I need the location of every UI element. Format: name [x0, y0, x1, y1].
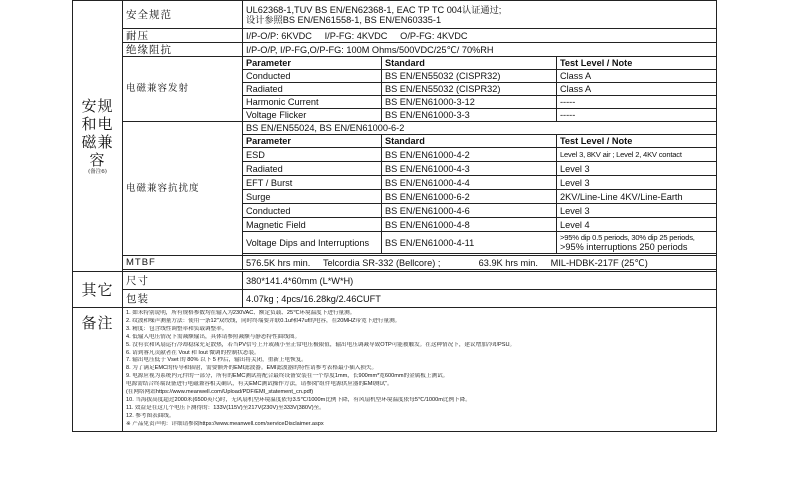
spec-sheet	[72, 0, 716, 490]
table-cell: Radiated	[243, 162, 382, 176]
note-item: 10. 当海拔高度超过2000米(6500英尺)时，无风扇机型环境温度依每3.5℃/1000m比例下降，有风扇机型环境温度依每5℃/1000m比例下降。	[126, 396, 471, 403]
table-cell: Class A	[557, 83, 717, 96]
table-cell: BS EN/EN55032 (CISPR32)	[382, 83, 557, 96]
table-cell: BS EN/EN61000-4-6	[382, 204, 557, 218]
table-cell: BS EN/EN61000-4-3	[382, 162, 557, 176]
table-cell: ESD	[243, 148, 382, 162]
mtbf-label: MTBF	[123, 256, 243, 270]
safety-standards-line2: 设计参照BS EN/EN61558-1, BS EN/EN60335-1	[246, 14, 442, 25]
table-cell: EFT / Burst	[243, 176, 382, 190]
table-cell: Class A	[557, 70, 717, 83]
table-cell: BS EN/EN61000-4-2	[382, 148, 557, 162]
section-safety-emc	[73, 1, 123, 272]
withstand-value: I/P-O/P: 6KVDC I/P-FG: 4KVDC O/P-FG: 4KVDC	[243, 29, 717, 43]
table-cell: BS EN/EN55032 (CISPR32)	[382, 70, 557, 83]
note-item: 9. 电源应视为系统内元件的一部分，所有的EMC测试将配合最终设备安装在一个厚度1mm，长900mm*宽600mm的金属板上测试。	[126, 373, 449, 380]
table-cell: Magnetic Field	[243, 218, 382, 232]
immunity-standards-title: BS EN/EN55024, BS EN/EN61000-6-2	[243, 122, 717, 135]
table-cell: Level 3	[557, 176, 717, 190]
safety-standards-value	[243, 1, 717, 29]
table-cell: Level 4	[557, 218, 717, 232]
immunity-header-note: Test Level / Note	[557, 135, 717, 148]
table-cell: Surge	[243, 190, 382, 204]
note-item: 电源需结合终端设备进行电磁兼容相关确认，有关EMC测试操作方法，请参阅“组件电源供应器的EMI测试”。	[126, 381, 393, 388]
table-cell: BS EN/EN61000-4-8	[382, 218, 557, 232]
note-item: 3. 精度：包含线性调整率和负载调整率。	[126, 325, 228, 332]
emc-emission-label: 电磁兼容发射	[123, 57, 243, 122]
dimension-value: 380*141.4*60mm (L*W*H)	[243, 272, 717, 290]
note-item: 12. 参考图表曲线。	[126, 412, 175, 419]
note-item: 1. 如未特别说明，所有规格参数均在输入为230VAC、额定负载、25℃环境温度下进行量测。	[126, 310, 356, 316]
table-cell: BS EN/EN61000-3-3	[382, 109, 557, 122]
table-cell: Voltage Flicker	[243, 109, 382, 122]
dips-note-line2: >95% interruptions 250 periods	[560, 242, 688, 252]
note-item: 2. 纹波和噪声测量方法：使用一条12"双绞线，同时终端要并联0.1uf和47uf的电容，在20MHZ带宽下进行量测。	[126, 317, 401, 324]
packing-value: 4.07kg ; 4pcs/16.28kg/2.46CUFT	[243, 290, 717, 308]
emission-header-note: Test Level / Note	[557, 57, 717, 70]
table-cell: Voltage Dips and Interruptions	[243, 232, 382, 254]
table-cell: Conducted	[243, 70, 382, 83]
note-item: 6. 请到睿凡贡献者在 Vout 和 Iout 微调的控制状态装。	[126, 349, 260, 356]
immunity-header-parameter: Parameter	[243, 135, 382, 148]
section-remarks: 备注	[73, 308, 123, 432]
immunity-header-standard: Standard	[382, 135, 557, 148]
safety-standards-label: 安全规范	[123, 1, 243, 29]
table-cell: Level 3, 8KV air ; Level 2, 4KV contact	[557, 148, 717, 162]
isolation-value: I/P-O/P, I/P-FG,O/P-FG: 100M Ohms/500VDC/25℃/ 70%RH	[243, 43, 717, 57]
table-cell: BS EN/EN61000-6-2	[382, 190, 557, 204]
table-cell: BS EN/EN61000-3-12	[382, 96, 557, 109]
withstand-label: 耐压	[123, 29, 243, 43]
note-item: 5. 没有衣和风扇运行冷却稳保充足散热，若当PV信号上升或减小至正常电压极限值，输出电压调减导致OTP可能被触发。在这种情况下，建议增加冷却PSU。	[126, 341, 516, 348]
table-cell: Level 3	[557, 162, 717, 176]
note-item: 7. 输出电压低于 Vset 的 80% 以下 5 秒后，输出将关闭，重新上电恢复。	[126, 357, 307, 364]
table-cell: BS EN/EN61000-4-11	[382, 232, 557, 254]
notes-list	[123, 308, 717, 432]
spec-table	[72, 0, 717, 272]
table-cell: Harmonic Current	[243, 96, 382, 109]
section-safety-title: 安规和电磁兼容	[81, 96, 114, 169]
emission-header-standard: Standard	[382, 57, 557, 70]
table-cell: 2KV/Line-Line 4KV/Line-Earth	[557, 190, 717, 204]
note-item: 11. 效益是在这几个电压下测得的：133V(115V)至217V(230V)至333V(380V)至。	[126, 404, 325, 411]
emission-header-parameter: Parameter	[243, 57, 382, 70]
safety-standards-line1: UL62368-1,TUV BS EN/EN62368-1, EAC TP TC 004认证通过;	[246, 4, 502, 15]
table-cell: Level 3	[557, 204, 717, 218]
packing-label: 包装	[123, 290, 243, 308]
section-other: 其它	[73, 272, 123, 308]
table-cell: Conducted	[243, 204, 382, 218]
note-item: (在网络网站https://www.meanwell.com/Upload/PDF/EMI_statement_cn.pdf)	[126, 389, 314, 396]
dimension-label: 尺寸	[123, 272, 243, 290]
emc-immunity-label: 电磁兼容抗扰度	[123, 122, 243, 256]
dips-note-line1: >95% dip 0.5 periods, 30% dip 25 periods,	[560, 233, 695, 242]
isolation-label: 绝缘阻抗	[123, 43, 243, 57]
other-table	[72, 271, 717, 432]
table-cell: Radiated	[243, 83, 382, 96]
note-item: 8. 为了满足EMC的传导和辐射，需要额外的EMI滤波器。EMI滤波器的特性请参考表格最小插入损失。	[126, 365, 378, 372]
table-cell: BS EN/EN61000-4-4	[382, 176, 557, 190]
note-item: 4. 低输入电压情况下需减额输出，具体请参照减额与静态特性曲线图。	[126, 333, 301, 340]
table-cell: -----	[557, 96, 717, 109]
dips-note	[557, 232, 717, 254]
mtbf-value: 576.5K hrs min. Telcordia SR-332 (Bellcore) ; 63.9K hrs min. MIL-HDBK-217F (25℃)	[243, 256, 717, 270]
table-cell: -----	[557, 109, 717, 122]
note-item: ※ 产品免责声明：详细请参阅https://www.meanwell.com/serviceDisclaimer.aspx	[126, 420, 324, 427]
section-safety-note: (备注6)	[88, 168, 107, 175]
